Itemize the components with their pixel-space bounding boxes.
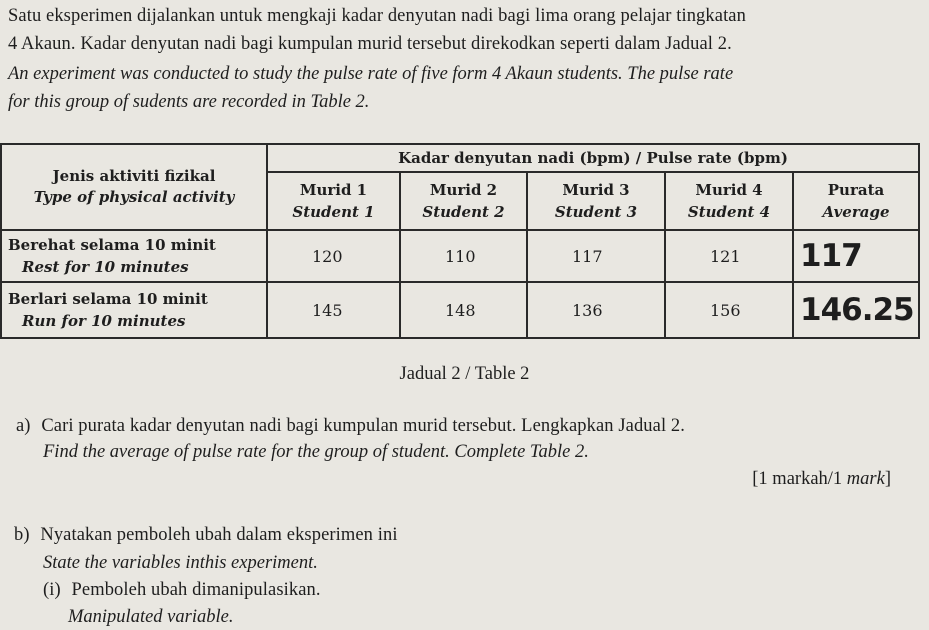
cell-rest-student-4: 121 xyxy=(665,230,793,282)
column-header-english: Student 3 xyxy=(554,203,638,221)
column-header-english: Average xyxy=(822,203,890,221)
cell-run-average-handwritten[interactable]: 146.25 xyxy=(793,282,919,338)
question-a-malay-text: Cari purata kadar denyutan nadi bagi kumpulan murid tersebut. Lengkapkan Jadual 2. xyxy=(41,416,685,436)
cell-rest-average-handwritten[interactable]: 117 xyxy=(793,230,919,282)
intro-english-line-1: An experiment was conducted to study the pulse rate of five form 4 Akaun students. The pulse rate xyxy=(8,64,734,84)
question-b-i-malay xyxy=(43,580,321,601)
question-a-marks xyxy=(752,469,891,490)
marks-close-bracket: ] xyxy=(884,469,891,489)
pulse-rate-table xyxy=(0,143,920,339)
cell-rest-student-2: 110 xyxy=(400,230,527,282)
question-b-malay xyxy=(14,525,398,546)
table-row-run xyxy=(1,282,919,338)
cell-run-student-4: 156 xyxy=(665,282,793,338)
question-b-i-malay-text: Pemboleh ubah dimanipulasikan. xyxy=(71,580,321,600)
question-b-label: b) xyxy=(14,525,30,545)
row-label-malay: Berlari selama 10 minit xyxy=(8,290,208,308)
column-header-malay: Purata xyxy=(827,181,885,199)
activity-type-header-english: Type of physical activity xyxy=(33,188,235,206)
column-header-student-2 xyxy=(400,172,527,230)
activity-type-header-malay: Jenis aktiviti fizikal xyxy=(52,167,216,185)
question-a-label: a) xyxy=(16,416,31,436)
column-header-malay: Murid 3 xyxy=(562,181,630,199)
cell-run-student-3: 136 xyxy=(527,282,665,338)
question-a-english: Find the average of pulse rate for the group of student. Complete Table 2. xyxy=(43,442,589,462)
cell-rest-student-3: 117 xyxy=(527,230,665,282)
column-header-student-3 xyxy=(527,172,665,230)
table-caption: Jadual 2 / Table 2 xyxy=(399,364,530,384)
row-label-rest xyxy=(1,230,267,282)
row-label-english: Run for 10 minutes xyxy=(22,312,186,330)
column-header-english: Student 1 xyxy=(292,203,375,221)
column-header-english: Student 2 xyxy=(422,203,505,221)
column-header-malay: Murid 4 xyxy=(695,181,763,199)
intro-english-line-2: for this group of sudents are recorded in Table 2. xyxy=(8,92,370,112)
intro-malay-line-2: 4 Akaun. Kadar denyutan nadi bagi kumpulan murid tersebut direkodkan seperti dalam Jadual 2. xyxy=(8,34,732,54)
activity-type-header xyxy=(1,144,267,230)
row-label-malay: Berehat selama 10 minit xyxy=(8,236,216,254)
marks-english: mark xyxy=(846,469,885,489)
question-b-i-english: Manipulated variable. xyxy=(68,607,234,627)
question-b-i-label: (i) xyxy=(43,580,61,600)
column-header-malay: Murid 2 xyxy=(429,181,498,199)
marks-malay: [1 markah/1 xyxy=(752,469,847,489)
column-header-english: Student 4 xyxy=(687,203,771,221)
row-label-run xyxy=(1,282,267,338)
column-header-average xyxy=(793,172,919,230)
question-b-english: State the variables inthis experiment. xyxy=(43,553,318,573)
column-header-malay: Murid 1 xyxy=(299,181,368,199)
column-header-student-1 xyxy=(267,172,400,230)
cell-rest-student-1: 120 xyxy=(267,230,400,282)
question-b-malay-text: Nyatakan pemboleh ubah dalam eksperimen ini xyxy=(40,525,398,545)
intro-malay-line-1: Satu eksperimen dijalankan untuk mengkaji kadar denyutan nadi bagi lima orang pelajar tingkatan xyxy=(8,6,746,26)
cell-run-student-1: 145 xyxy=(267,282,400,338)
cell-run-student-2: 148 xyxy=(400,282,527,338)
question-a-malay xyxy=(16,416,685,437)
row-label-english: Rest for 10 minutes xyxy=(22,258,189,276)
table-row-rest xyxy=(1,230,919,282)
column-header-student-4 xyxy=(665,172,793,230)
pulse-rate-header: Kadar denyutan nadi (bpm) / Pulse rate (bpm) xyxy=(267,144,919,172)
